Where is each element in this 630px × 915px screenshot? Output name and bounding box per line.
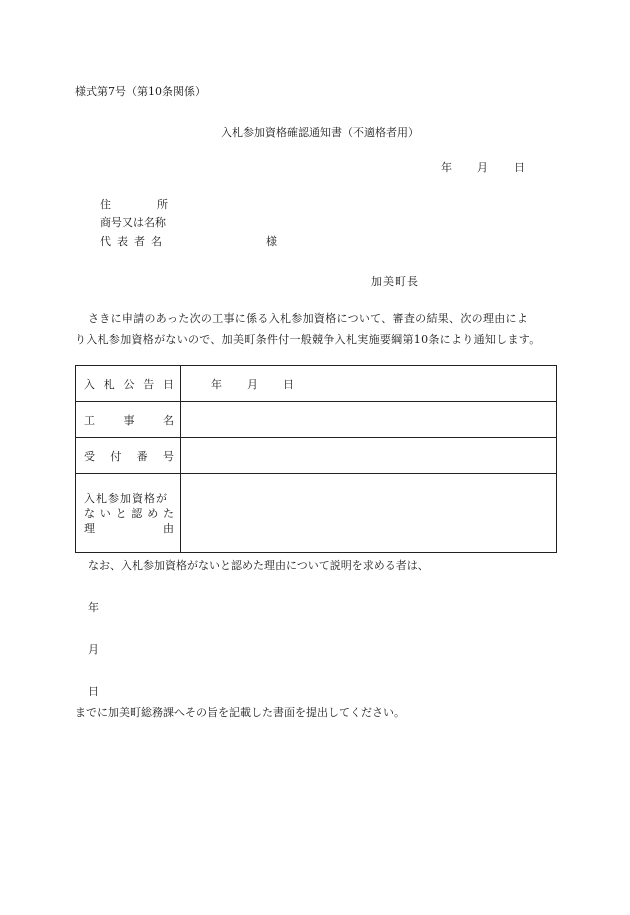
receipt-number-label-cell	[76, 438, 181, 474]
project-name-value-cell	[181, 402, 557, 438]
note-paragraph	[75, 555, 559, 723]
date-month: 月	[477, 161, 488, 174]
project-name-label-cell	[76, 402, 181, 438]
issue-date	[441, 161, 525, 175]
announcement-date-value-cell	[181, 366, 557, 402]
announcement-date-label: 入 札 公 告 日	[84, 377, 174, 391]
details-table	[75, 365, 557, 553]
announcement-day: 日	[283, 377, 294, 391]
receipt-number-value-cell	[181, 438, 557, 474]
table-row	[76, 366, 557, 402]
note-year: 年	[88, 601, 99, 614]
announcement-date-label-cell	[76, 366, 181, 402]
reason-label-line-2: な い と 認 め た	[84, 506, 174, 520]
body-line-1: さきに申請のあった次の工事に係る入札参加資格について、審査の結果、次の理由によ	[88, 312, 529, 325]
date-year: 年	[441, 161, 452, 174]
body-paragraph	[75, 308, 559, 350]
form-number: 様式第7号（第10条関係）	[75, 85, 206, 98]
honorific: 様	[266, 235, 277, 248]
note-month: 月	[88, 643, 99, 656]
address-label: 住所	[100, 198, 214, 211]
note-line-2: までに加美町総務課へその旨を記載した書面を提出してください。	[75, 706, 405, 719]
note-day: 日	[88, 685, 99, 698]
document-title: 入札参加資格確認通知書（不適格者用）	[221, 126, 419, 139]
reason-value-cell	[181, 474, 557, 553]
reason-label	[76, 491, 180, 536]
issuer: 加美町長	[371, 275, 419, 288]
table-row	[76, 402, 557, 438]
announcement-year: 年	[211, 377, 222, 391]
project-name-label: 工 事 名	[84, 413, 174, 427]
reason-label-cell	[76, 474, 181, 553]
table-row	[76, 438, 557, 474]
body-line-2: り入札参加資格がないので、加美町条件付一般競争入札実施要綱第10条により通知します。	[75, 333, 541, 346]
date-day: 日	[514, 161, 525, 174]
address-line	[100, 198, 214, 212]
receipt-number-label: 受 付 番 号	[84, 449, 174, 463]
representative-label: 代表者名	[100, 235, 168, 248]
company-line	[100, 216, 166, 230]
note-line-1: なお、入札参加資格がないと認めた理由について説明を求める者は、 年 月 日	[75, 555, 559, 702]
reason-label-line-1: 入札参加資格が	[84, 491, 168, 505]
announcement-month: 月	[247, 377, 258, 391]
company-label: 商号又は名称	[100, 216, 166, 229]
table-row	[76, 474, 557, 553]
representative-line	[100, 235, 277, 249]
reason-label-line-3: 理 由	[84, 521, 174, 535]
